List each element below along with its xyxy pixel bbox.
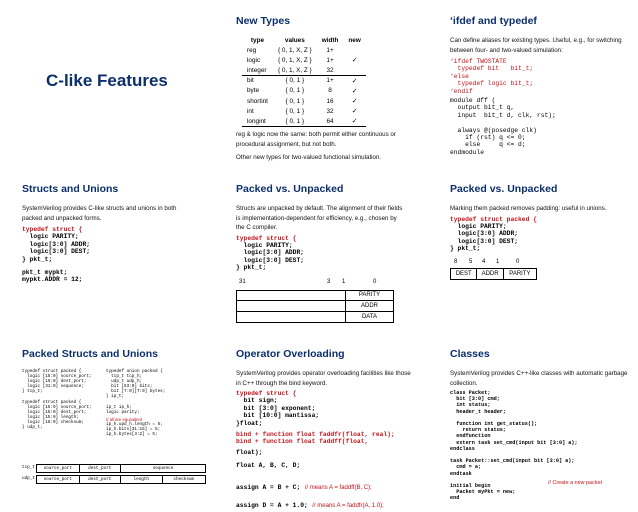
table-row [242, 76, 366, 86]
col-header: type [250, 36, 265, 44]
table-cell [343, 65, 365, 75]
packed-unpacked-panel [236, 183, 441, 343]
tcp-layout [22, 463, 227, 473]
table-cell: { 0, 1 } [273, 116, 317, 126]
new-types-panel [236, 15, 441, 175]
table-cell: longint [242, 116, 273, 126]
table-cell: logic [247, 56, 261, 64]
bit-label: 0 [516, 258, 520, 265]
class-code: class Packet; bit [3:0] cmd; int status; header_t header; function int get_status(); return status; endfunction extern task set_cmd(input bit [3:0] a); endclass task Packet::set_cmd(input bit [3:0] a); cmd = a; endtask initial begin Packet myPkt = new; [450, 390, 578, 496]
field-cell: checksum [173, 476, 195, 482]
struct-keyword: typedef struct { [236, 234, 297, 242]
bit-label: 4 [482, 258, 486, 265]
table-cell: byte [247, 87, 260, 95]
struct-usage: pkt_t mypkt; mypkt.ADDR = 12; [22, 269, 83, 284]
field-cell: source_port [37, 465, 80, 472]
table-cell: int [247, 107, 254, 115]
field-cell: PARITY [345, 291, 393, 300]
field-cell: ADDR [477, 269, 503, 279]
table-cell: ✓ [343, 76, 365, 86]
struct-keyword: typedef struct packed { [450, 215, 537, 223]
table-cell: { 0, 1, X, Z } [277, 56, 312, 64]
bit-label: 5 [469, 258, 473, 265]
table-cell: ✓ [351, 87, 358, 95]
table-cell: integer [247, 66, 267, 74]
bind-line: bind + function float faddff(float, [236, 438, 369, 446]
word-row [236, 312, 394, 323]
operator-paragraph: SystemVerilog provides operator overloading facilities like those in C++ through the bind keyword. [236, 370, 411, 387]
bind-line: bind + function float faddfr(float, real); [236, 431, 395, 439]
table-cell: { 0, 1, X, Z } [277, 46, 312, 54]
table-cell: { 0, 1, X, Z } [277, 66, 312, 74]
struct-keyword: typedef struct { [236, 390, 297, 397]
panel-title: Structs and Unions [22, 183, 119, 195]
table-cell: { 0, 1 } [285, 87, 305, 95]
panel-title: Packed vs. Unpacked [450, 183, 558, 195]
dff-code-block: module dff ( output bit_t q, input bit_t d, clk, rst); always @(posedge clk) if (rst) q <= 0; else q <= d; endmodule [450, 97, 556, 156]
panel-title: ‘ifdef and typedef [450, 15, 537, 27]
assign-comment: // means A = faddfr(A, 1.0); [312, 502, 384, 509]
bit-label: 3 [327, 278, 331, 285]
field-cell: DEST [451, 269, 477, 279]
table-cell: 1+ [317, 76, 344, 86]
table-cell: reg [247, 46, 257, 54]
panel-title: Packed vs. Unpacked [236, 183, 344, 195]
table-cell: 8 [328, 87, 332, 95]
bit-label: 1 [342, 278, 346, 285]
table-cell: { 0, 1 } [285, 107, 305, 115]
table-row [242, 45, 366, 55]
table-cell: 64 [317, 116, 344, 126]
classes-paragraph: SystemVerilog provides C++-like classes with automatic garbage collection. [450, 370, 628, 387]
struct-body: logic PARITY; logic[3:0] ADDR; logic[3:0] DEST; } pkt_t; [22, 233, 91, 263]
assign-code: assign D = A + 1.0; [236, 501, 308, 509]
packed-structs-panel [22, 348, 227, 493]
table-cell: 32 [326, 107, 334, 115]
field-cell: dest_port [80, 476, 122, 483]
table-cell: ✓ [351, 108, 358, 116]
panel-title: New Types [236, 15, 291, 27]
packed-paragraph: Marking them packed removes padding: useful in unions. [450, 205, 607, 212]
panel-title: Operator Overloading [236, 348, 345, 360]
assign-code: assign A = B + C; [236, 483, 301, 491]
table-cell: ✓ [343, 116, 365, 126]
table-row [242, 86, 366, 96]
float-declaration: float A, B, C, D; [236, 462, 301, 470]
struct-body: logic PARITY; logic[3:0] ADDR; logic[3:0] DEST; } pkt_t; [236, 241, 305, 272]
table-cell: bit [242, 76, 273, 86]
new-packet-comment: // Create a new packet [548, 480, 602, 486]
table-cell: 16 [326, 97, 334, 105]
struct-body: logic PARITY; logic[3:0] ADDR; logic[3:0] DEST; } pkt_t; [450, 222, 519, 253]
col-header: width [321, 36, 339, 44]
bit-label: 1 [496, 258, 500, 265]
word-row [236, 290, 394, 301]
bit-label: 0 [373, 278, 377, 285]
packed-code-columns [22, 369, 227, 459]
unpacked-layout-diagram [236, 279, 441, 331]
ifdef-paragraph: Can define aliases for existing types. Useful, e.g., for switching between four- and two-valued simulation: [450, 37, 622, 54]
packed-structs-code: typedef struct packed { logic [15:0] source_port; logic [15:0] dest_port; logic [31:0] sequence; } tcp_t; typedef struct packed { logic [15:0] source_port; logic [15:0] dest_port; logic [15:0] length; logic [15:0] checksum; } udp_t; [22, 369, 92, 431]
col-header: values [284, 36, 305, 44]
table-cell: ✓ [351, 57, 358, 65]
field-cell: source_port [37, 476, 80, 483]
field-cell: DATA [345, 312, 393, 322]
assign-comment: // means A = faddff(B, C); [304, 484, 372, 491]
field-cell: PARITY [509, 270, 531, 277]
operator-panel [236, 348, 446, 509]
union-code: typedef union packed { tcp_t tcp_h; udp_t udp_h; bit [63:0] bits; bit [7:0][7:0] bytes; } ip_t; ip_t ip_h; logic parity; [106, 369, 166, 415]
col-header: new [348, 36, 361, 44]
udp-layout [22, 474, 227, 484]
table-cell: 32 [326, 66, 334, 74]
row-label: tcp_t [22, 465, 35, 471]
table-cell: { 0, 1 } [285, 97, 305, 105]
table-cell: ✓ [351, 98, 358, 106]
bit-label: 31 [239, 278, 246, 285]
bind-continuation: float); [236, 448, 263, 456]
field-cell: ADDR [345, 301, 393, 311]
tcp-fields [36, 464, 206, 473]
table-row [242, 65, 366, 75]
panel-title: Classes [450, 348, 490, 360]
structs-paragraph: SystemVerilog provides C-like structs and unions in both packed and unpacked forms. [22, 205, 177, 222]
packed-unpacked-paragraph: Structs are unpacked by default. The alignment of their fields is implementation-dependent for efficiency, e.g., chosen by the C compiler. [236, 205, 403, 231]
word-row [236, 301, 394, 312]
main-title: C-like Features [46, 71, 168, 90]
bit-label: 8 [454, 258, 458, 265]
table-cell: { 0, 1 } [273, 76, 317, 86]
packed-layout-diagram [450, 259, 635, 289]
types-note-1: reg & logic now the same: both permit either continuous or procedural assignment, but not both. [236, 131, 396, 148]
struct-keyword: typedef struct { [22, 226, 83, 233]
float-struct-body: bit sign; bit [3:0] exponent; bit [10:0] mantissa; }float; [236, 397, 320, 427]
table-cell [343, 45, 365, 55]
table-row [242, 116, 366, 126]
table-row [242, 96, 366, 106]
structs-panel [22, 183, 227, 343]
packed-word [450, 268, 537, 280]
union-column [106, 369, 165, 437]
classes-panel [450, 348, 635, 502]
assign-line [236, 494, 446, 512]
table-row [242, 55, 366, 65]
field-cell: dest_port [80, 465, 122, 472]
field-cell: sequence [152, 465, 174, 471]
table-cell: 1+ [326, 46, 334, 54]
equivalent-assignments: ip_h.upd_h.length = 5; ip_h.bits[31:16] = 5; ip_h.bytes[3:2] = 5; [106, 421, 163, 438]
table-row [242, 106, 366, 116]
types-table [242, 35, 366, 127]
assign-line [236, 476, 446, 494]
field-cell: length [121, 476, 163, 483]
types-note-2: Other new types for two-valued functional simulation. [236, 154, 382, 161]
table-cell: 1+ [326, 56, 334, 64]
packed-panel [450, 183, 635, 343]
row-label: udp_t [22, 476, 35, 482]
ifdef-code-block: ‘ifdef TWOSTATE typedef bit bit_t; ‘else typedef logic bit_t; ‘endif [450, 58, 534, 95]
panel-title: Packed Structs and Unions [22, 348, 158, 360]
equivalent-comment: // all are equivalent [106, 416, 143, 422]
class-code-end: end [450, 495, 460, 502]
udp-fields [36, 475, 206, 484]
table-cell: shortint [247, 97, 268, 105]
ifdef-panel [450, 15, 635, 175]
